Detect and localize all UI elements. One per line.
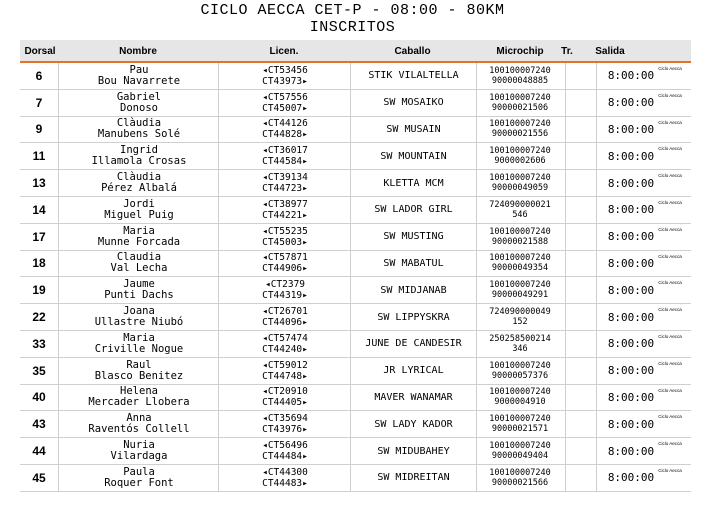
microchip-line-1: 100100007240 <box>489 146 551 157</box>
category-note: Ciclo Aecca <box>658 441 682 447</box>
rider-license: ◂CT26701 <box>262 306 308 318</box>
horse-name: JR LYRICAL <box>350 358 477 384</box>
tr-cell <box>565 304 597 330</box>
microchip-cell <box>475 251 565 277</box>
rider-last-name: Raventós Collell <box>88 423 190 436</box>
microchip-line-2: 546 <box>512 209 528 220</box>
table-row <box>20 117 691 144</box>
rider-first-name: Clàudia <box>116 117 162 130</box>
microchip-line-2: 152 <box>512 317 528 328</box>
dorsal-number <box>20 251 58 277</box>
license-cell <box>218 251 351 277</box>
microchip-line-1: 100100007240 <box>489 173 551 184</box>
start-time: 8:00:00 <box>607 122 655 136</box>
rider-first-name: Nuria <box>123 439 155 452</box>
horse-name: SW LADY KADOR <box>350 411 477 437</box>
col-caballo: Caballo <box>394 46 431 57</box>
microchip-cell <box>475 438 565 464</box>
dorsal-number <box>20 90 58 116</box>
microchip-line-2: 90000057376 <box>491 370 549 381</box>
col-salida: Salida <box>595 46 625 57</box>
horse-name: JUNE DE CANDESIR <box>350 331 477 357</box>
dorsal-value: 17 <box>32 229 46 244</box>
microchip-line-2: 90000021571 <box>491 424 549 435</box>
rider-license: ◂CT20910 <box>262 386 308 398</box>
category-note: Ciclo Aecca <box>658 66 682 71</box>
horse-license: CT44483▸ <box>262 477 308 489</box>
dorsal-value: 11 <box>32 149 46 164</box>
rider-last-name: Miguel Puig <box>104 208 174 221</box>
start-time: 8:00:00 <box>607 283 655 297</box>
horse-name: KLETTA MCM <box>350 170 477 196</box>
dorsal-number <box>20 411 58 437</box>
tr-cell <box>565 143 597 169</box>
horse-license: CT44748▸ <box>262 370 308 382</box>
rider-license: ◂CT57556 <box>262 91 308 103</box>
rider-name <box>58 224 219 250</box>
horse-license: CT43973▸ <box>262 75 308 87</box>
dorsal-number <box>20 117 58 143</box>
microchip-cell <box>475 197 565 223</box>
page-subtitle: INSCRITOS <box>309 19 396 36</box>
horse-license: CT44906▸ <box>262 263 308 275</box>
page-title: CICLO AECCA CET-P - 08:00 - 80KM <box>200 2 505 19</box>
tr-cell <box>565 385 597 411</box>
rider-name <box>58 277 219 303</box>
dorsal-value: 13 <box>32 176 46 191</box>
table-row <box>20 277 691 304</box>
tr-cell <box>565 170 597 196</box>
horse-license: CT44240▸ <box>262 343 308 355</box>
rider-name <box>58 90 219 116</box>
microchip-cell <box>475 277 565 303</box>
table-row <box>20 438 691 465</box>
table-row <box>20 90 691 117</box>
tr-cell <box>565 277 597 303</box>
table-row <box>20 224 691 251</box>
microchip-cell <box>475 143 565 169</box>
license-cell <box>218 117 351 143</box>
tr-cell <box>565 63 597 89</box>
license-cell <box>218 304 351 330</box>
dorsal-value: 43 <box>32 417 46 432</box>
microchip-cell <box>475 304 565 330</box>
microchip-line-2: 90000021556 <box>491 129 549 140</box>
table-row <box>20 358 691 385</box>
microchip-line-2: 346 <box>512 343 528 354</box>
microchip-cell <box>475 385 565 411</box>
category-note: Ciclo Aecca <box>658 173 682 179</box>
license-cell <box>218 90 351 116</box>
microchip-line-2: 90000049291 <box>491 290 549 301</box>
horse-name: STIK VILALTELLA <box>350 63 477 89</box>
start-time: 8:00:00 <box>607 337 655 351</box>
start-time: 8:00:00 <box>607 256 655 270</box>
dorsal-number <box>20 358 58 384</box>
col-microchip: Microchip <box>496 46 544 57</box>
microchip-cell <box>475 224 565 250</box>
rider-last-name: Pérez Albalá <box>101 182 177 195</box>
microchip-line-2: 90000049059 <box>491 183 549 194</box>
table-row <box>20 63 691 90</box>
category-note: Ciclo Aecca <box>658 360 682 366</box>
dorsal-number <box>20 331 58 357</box>
rider-last-name: Vilardaga <box>110 450 168 463</box>
start-time: 8:00:00 <box>607 471 655 485</box>
horse-license: CT44584▸ <box>262 156 308 168</box>
dorsal-value: 44 <box>32 444 46 459</box>
microchip-line-1: 724090000049 <box>489 307 551 318</box>
category-note: Ciclo Aecca <box>658 414 682 420</box>
dorsal-number <box>20 385 58 411</box>
start-time: 8:00:00 <box>607 69 655 83</box>
horse-license: CT44319▸ <box>262 290 308 302</box>
microchip-line-2: 90000049404 <box>491 451 549 462</box>
start-time: 8:00:00 <box>607 444 655 458</box>
horse-name: SW MIDJANAB <box>350 277 477 303</box>
dorsal-number <box>20 277 58 303</box>
rider-license: ◂CT59012 <box>262 359 308 371</box>
entries-table <box>20 40 691 492</box>
microchip-line-1: 250258500214 <box>489 333 551 344</box>
rider-first-name: Pau <box>129 63 149 76</box>
dorsal-number <box>20 438 58 464</box>
table-row <box>20 331 691 358</box>
microchip-cell <box>475 63 565 89</box>
microchip-line-1: 100100007240 <box>489 65 551 76</box>
rider-license: ◂CT53456 <box>262 64 308 76</box>
rider-first-name: Helena <box>120 385 158 398</box>
rider-first-name: Anna <box>126 412 152 425</box>
microchip-line-2: 90000021588 <box>491 236 549 247</box>
microchip-cell <box>475 465 565 491</box>
rider-first-name: Clàudia <box>116 171 162 184</box>
dorsal-number <box>20 304 58 330</box>
horse-name: SW LIPPYSKRA <box>350 304 477 330</box>
dorsal-number <box>20 143 58 169</box>
table-header <box>20 40 691 63</box>
rider-name <box>58 63 219 89</box>
table-row <box>20 143 691 170</box>
horse-license: CT44405▸ <box>262 397 308 409</box>
microchip-cell <box>475 90 565 116</box>
rider-first-name: Maria <box>123 331 155 344</box>
col-licen: Licen. <box>269 46 299 57</box>
col-tr: Tr. <box>561 46 573 57</box>
microchip-line-2: 90000049354 <box>491 263 549 274</box>
rider-first-name: Jaume <box>123 278 155 291</box>
microchip-line-2: 9000002606 <box>494 156 546 167</box>
category-note: Ciclo Aecca <box>658 92 682 98</box>
rider-name <box>58 170 219 196</box>
rider-license: ◂CT55235 <box>262 225 308 237</box>
rider-name <box>58 197 219 223</box>
start-time: 8:00:00 <box>607 230 655 244</box>
microchip-cell <box>475 331 565 357</box>
rider-last-name: Manubens Solé <box>97 128 181 141</box>
license-cell <box>218 438 351 464</box>
rider-license: ◂CT35694 <box>262 413 308 425</box>
rider-last-name: Donoso <box>120 101 158 114</box>
rider-name <box>58 411 219 437</box>
dorsal-value: 6 <box>35 68 43 83</box>
col-nombre: Nombre <box>119 46 157 57</box>
license-cell <box>218 465 351 491</box>
license-cell <box>218 277 351 303</box>
rider-name <box>58 117 219 143</box>
start-time: 8:00:00 <box>607 364 655 378</box>
table-row <box>20 385 691 412</box>
dorsal-number <box>20 465 58 491</box>
horse-name: SW MOUNTAIN <box>350 143 477 169</box>
category-note: Ciclo Aecca <box>658 387 682 393</box>
rider-first-name: Jordi <box>123 197 155 210</box>
horse-license: CT44096▸ <box>262 317 308 329</box>
rider-name <box>58 251 219 277</box>
rider-license: ◂CT39134 <box>262 172 308 184</box>
rider-last-name: Roquer Font <box>104 476 174 489</box>
rider-last-name: Ullastre Niubó <box>94 316 184 329</box>
rider-license: ◂CT38977 <box>262 198 308 210</box>
rider-name <box>58 438 219 464</box>
rider-license: ◂CT57871 <box>262 252 308 264</box>
tr-cell <box>565 117 597 143</box>
start-time: 8:00:00 <box>607 417 655 431</box>
table-row <box>20 251 691 278</box>
rider-first-name: Joana <box>123 305 155 318</box>
rider-first-name: Ingrid <box>120 144 158 157</box>
dorsal-value: 9 <box>35 122 43 137</box>
rider-name <box>58 385 219 411</box>
rider-first-name: Claudia <box>116 251 162 264</box>
horse-name: MAVER WANAMAR <box>350 385 477 411</box>
license-cell <box>218 63 351 89</box>
table-row <box>20 304 691 331</box>
table-row <box>20 197 691 224</box>
microchip-line-1: 100100007240 <box>489 226 551 237</box>
col-dorsal: Dorsal <box>24 46 56 57</box>
table-body <box>20 63 691 492</box>
microchip-cell <box>475 117 565 143</box>
microchip-line-1: 100100007240 <box>489 414 551 425</box>
rider-license: ◂CT44126 <box>262 118 308 130</box>
horse-license: CT45003▸ <box>262 236 308 248</box>
horse-name: SW MUSAIN <box>350 117 477 143</box>
license-cell <box>218 143 351 169</box>
rider-first-name: Maria <box>123 224 155 237</box>
license-cell <box>218 331 351 357</box>
dorsal-value: 7 <box>35 95 43 110</box>
rider-last-name: Bou Navarrete <box>97 74 181 87</box>
microchip-line-1: 100100007240 <box>489 253 551 264</box>
microchip-cell <box>475 411 565 437</box>
license-cell <box>218 197 351 223</box>
start-time: 8:00:00 <box>607 203 655 217</box>
horse-license: CT44484▸ <box>262 451 308 463</box>
rider-name <box>58 331 219 357</box>
microchip-cell <box>475 358 565 384</box>
horse-license: CT44723▸ <box>262 183 308 195</box>
dorsal-value: 18 <box>32 256 46 271</box>
horse-license: CT45007▸ <box>262 102 308 114</box>
microchip-line-1: 724090000021 <box>489 199 551 210</box>
microchip-line-1: 100100007240 <box>489 119 551 130</box>
dorsal-value: 35 <box>32 363 46 378</box>
dorsal-number <box>20 224 58 250</box>
horse-name: SW MIDREITAN <box>350 465 477 491</box>
category-note: Ciclo Aecca <box>658 253 682 259</box>
rider-license: ◂CT44300 <box>262 466 308 478</box>
horse-name: SW MIDUBAHEY <box>350 438 477 464</box>
tr-cell <box>565 438 597 464</box>
category-note: Ciclo Aecca <box>658 146 682 152</box>
rider-last-name: Punti Dachs <box>104 289 174 302</box>
table-row <box>20 170 691 197</box>
rider-last-name: Criville Nogue <box>94 342 184 355</box>
start-time: 8:00:00 <box>607 96 655 110</box>
microchip-line-2: 90000021506 <box>491 102 549 113</box>
dorsal-number <box>20 170 58 196</box>
start-time: 8:00:00 <box>607 390 655 404</box>
category-note: Ciclo Aecca <box>658 199 682 205</box>
horse-license: CT44828▸ <box>262 129 308 141</box>
rider-license: ◂CT2379 <box>264 279 306 291</box>
microchip-line-1: 100100007240 <box>489 360 551 371</box>
rider-name <box>58 304 219 330</box>
tr-cell <box>565 251 597 277</box>
dorsal-value: 19 <box>32 283 46 298</box>
dorsal-number <box>20 197 58 223</box>
category-note: Ciclo Aecca <box>658 333 682 339</box>
category-note: Ciclo Aecca <box>658 119 682 125</box>
tr-cell <box>565 331 597 357</box>
dorsal-value: 14 <box>32 202 46 217</box>
tr-cell <box>565 411 597 437</box>
rider-name <box>58 143 219 169</box>
rider-first-name: Raul <box>126 358 152 371</box>
license-cell <box>218 224 351 250</box>
rider-first-name: Gabriel <box>116 90 162 103</box>
rider-name <box>58 465 219 491</box>
microchip-line-1: 100100007240 <box>489 92 551 103</box>
category-note: Ciclo Aecca <box>658 467 682 473</box>
microchip-line-1: 100100007240 <box>489 387 551 398</box>
horse-name: SW MUSTING <box>350 224 477 250</box>
category-note: Ciclo Aecca <box>658 280 682 286</box>
rider-last-name: Blasco Benitez <box>94 369 184 382</box>
tr-cell <box>565 358 597 384</box>
horse-license: CT44221▸ <box>262 209 308 221</box>
rider-license: ◂CT56496 <box>262 440 308 452</box>
dorsal-value: 45 <box>32 470 46 485</box>
microchip-cell <box>475 170 565 196</box>
tr-cell <box>565 90 597 116</box>
dorsal-number <box>20 63 58 89</box>
microchip-line-2: 90000048885 <box>491 75 549 86</box>
rider-last-name: Munne Forcada <box>97 235 181 248</box>
rider-license: ◂CT57474 <box>262 332 308 344</box>
rider-last-name: Mercader Llobera <box>88 396 190 409</box>
horse-name: SW MABATUL <box>350 251 477 277</box>
tr-cell <box>565 465 597 491</box>
license-cell <box>218 170 351 196</box>
horse-name: SW LADOR GIRL <box>350 197 477 223</box>
microchip-line-2: 90000021566 <box>491 477 549 488</box>
table-row <box>20 411 691 438</box>
horse-name: SW MOSAIKO <box>350 90 477 116</box>
rider-license: ◂CT36017 <box>262 145 308 157</box>
rider-last-name: Illamola Crosas <box>91 155 187 168</box>
rider-first-name: Paula <box>123 465 155 478</box>
microchip-line-2: 9000004910 <box>494 397 546 408</box>
tr-cell <box>565 224 597 250</box>
start-time: 8:00:00 <box>607 310 655 324</box>
microchip-line-1: 100100007240 <box>489 467 551 478</box>
category-note: Ciclo Aecca <box>658 226 682 232</box>
category-note: Ciclo Aecca <box>658 307 682 313</box>
dorsal-value: 33 <box>32 336 46 351</box>
start-time: 8:00:00 <box>607 149 655 163</box>
horse-license: CT43976▸ <box>262 424 308 436</box>
license-cell <box>218 411 351 437</box>
table-row <box>20 465 691 492</box>
dorsal-value: 40 <box>32 390 46 405</box>
microchip-line-1: 100100007240 <box>489 280 551 291</box>
license-cell <box>218 358 351 384</box>
microchip-line-1: 100100007240 <box>489 441 551 452</box>
dorsal-value: 22 <box>32 310 46 325</box>
start-time: 8:00:00 <box>607 176 655 190</box>
rider-last-name: Val Lecha <box>110 262 168 275</box>
rider-name <box>58 358 219 384</box>
license-cell <box>218 385 351 411</box>
tr-cell <box>565 197 597 223</box>
